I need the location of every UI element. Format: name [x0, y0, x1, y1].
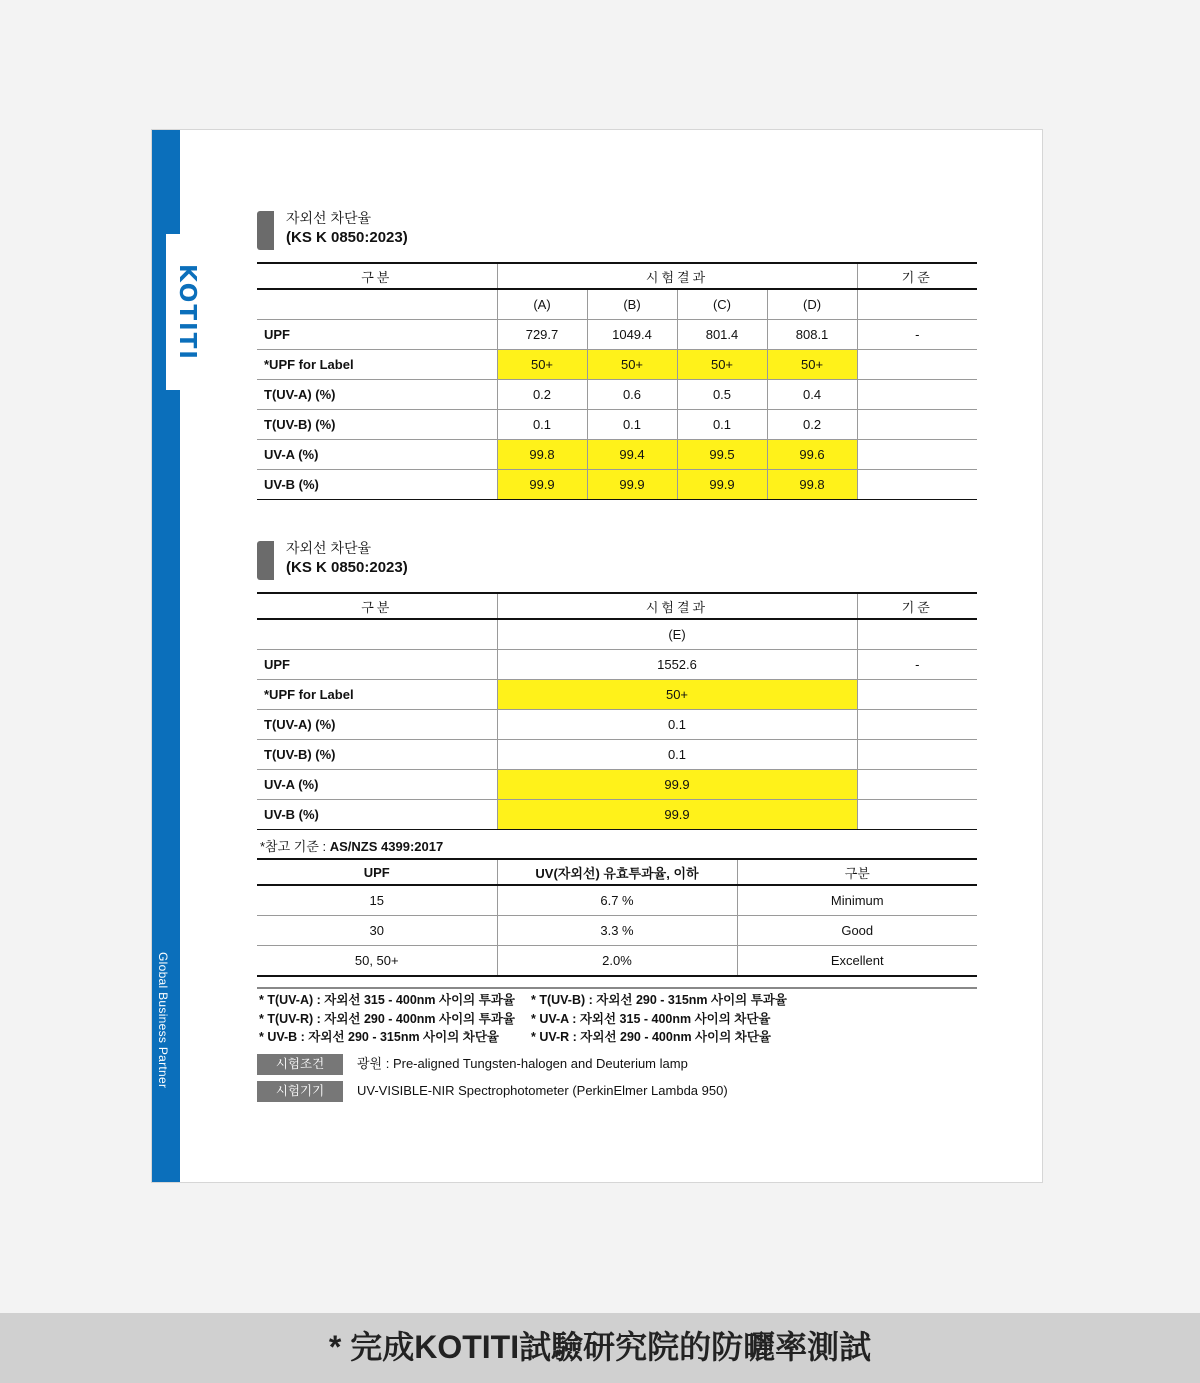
table-row: [257, 650, 977, 680]
definitions-notes: [259, 991, 787, 1047]
criterion-cell: -: [857, 650, 977, 680]
blank-cell: [257, 289, 497, 320]
table-row: [257, 740, 977, 770]
test-condition-text: 광원 : Pre-aligned Tungsten-halogen and Deuterium lamp: [357, 1056, 688, 1071]
reference-cell: 2.0%: [497, 946, 737, 977]
row-label: UV-B (%): [257, 800, 497, 830]
test-condition: [257, 1053, 688, 1075]
test-instrument-tag: 시험기기: [257, 1081, 343, 1102]
section1-title: 자외선 차단율: [286, 210, 372, 226]
section-marker-icon: [257, 541, 274, 580]
divider: [257, 987, 977, 989]
result-cell: 808.1: [767, 320, 857, 350]
table-row: [257, 680, 977, 710]
ref-header-upf: UPF: [257, 859, 497, 885]
note-row: * UV-B : 자외선 290 - 315nm 사이의 차단율 * UV-R : 자외선 290 - 400nm 사이의 차단율: [259, 1030, 771, 1044]
ref-header-grade: 구분: [737, 859, 977, 885]
result-cell: 0.1: [497, 710, 857, 740]
table-row: [257, 800, 977, 830]
kotiti-logo: KOTITI: [174, 264, 200, 361]
result-cell: 99.9: [677, 470, 767, 500]
header-results: 시험결과: [497, 263, 857, 289]
sample-label: (E): [497, 619, 857, 650]
criterion-cell: [857, 770, 977, 800]
row-label: *UPF for Label: [257, 350, 497, 380]
row-label: T(UV-B) (%): [257, 410, 497, 440]
table-row: [257, 320, 977, 350]
row-label: T(UV-A) (%): [257, 380, 497, 410]
result-cell: 99.4: [587, 440, 677, 470]
result-cell: 0.1: [587, 410, 677, 440]
result-cell: 99.9: [497, 470, 587, 500]
result-cell: 99.8: [767, 470, 857, 500]
header-category: 구분: [257, 263, 497, 289]
row-label: UPF: [257, 320, 497, 350]
result-cell: 50+: [587, 350, 677, 380]
row-label: T(UV-B) (%): [257, 740, 497, 770]
result-cell: 0.1: [497, 740, 857, 770]
table-row: [257, 470, 977, 500]
sample-label-row: [257, 289, 977, 320]
report-sheet: [151, 129, 1043, 1183]
footer-caption: * 完成KOTITI試驗研究院的防曬率測試: [0, 1313, 1200, 1383]
test-instrument-text: UV-VISIBLE-NIR Spectrophotometer (PerkinElmer Lambda 950): [357, 1083, 728, 1098]
criterion-cell: [857, 440, 977, 470]
result-cell: 0.2: [497, 380, 587, 410]
results-table-2: [257, 592, 977, 830]
criterion-cell: [857, 410, 977, 440]
table-row: [257, 350, 977, 380]
result-cell: 0.2: [767, 410, 857, 440]
reference-standard: AS/NZS 4399:2017: [329, 839, 444, 854]
result-cell: 801.4: [677, 320, 767, 350]
sample-label: (B): [587, 289, 677, 320]
result-cell: 1049.4: [587, 320, 677, 350]
result-cell: 99.5: [677, 440, 767, 470]
criterion-cell: [857, 470, 977, 500]
result-cell: 50+: [677, 350, 767, 380]
criterion-cell: [857, 710, 977, 740]
criterion-cell: [857, 800, 977, 830]
header-criterion: 기준: [857, 263, 977, 289]
reference-row: [257, 916, 977, 946]
result-cell: 0.1: [497, 410, 587, 440]
test-condition-tag: 시험조건: [257, 1054, 343, 1075]
section1-standard: (KS K 0850:2023): [286, 229, 408, 246]
criterion-cell: [857, 680, 977, 710]
result-cell: 99.9: [497, 770, 857, 800]
sample-label: (C): [677, 289, 767, 320]
table-row: [257, 710, 977, 740]
section-marker-icon: [257, 211, 274, 250]
header-category: 구분: [257, 593, 497, 619]
blank-cell: [257, 619, 497, 650]
sample-label: (A): [497, 289, 587, 320]
table-row: [257, 440, 977, 470]
section2-title: 자외선 차단율: [286, 540, 372, 556]
result-cell: 50+: [497, 680, 857, 710]
result-cell: 99.6: [767, 440, 857, 470]
criterion-cell: [857, 350, 977, 380]
result-cell: 99.9: [587, 470, 677, 500]
row-label: *UPF for Label: [257, 680, 497, 710]
reference-cell: 30: [257, 916, 497, 946]
reference-cell: Minimum: [737, 885, 977, 916]
row-label: UV-A (%): [257, 770, 497, 800]
reference-prefix: *참고 기준 :: [260, 839, 330, 854]
reference-cell: Good: [737, 916, 977, 946]
table-row: [257, 380, 977, 410]
result-cell: 50+: [767, 350, 857, 380]
results-table-1: [257, 262, 977, 500]
result-cell: 0.5: [677, 380, 767, 410]
result-cell: 0.4: [767, 380, 857, 410]
reference-table: [257, 858, 977, 977]
result-cell: 729.7: [497, 320, 587, 350]
row-label: UV-A (%): [257, 440, 497, 470]
reference-cell: 6.7 %: [497, 885, 737, 916]
reference-cell: Excellent: [737, 946, 977, 977]
reference-row: [257, 946, 977, 977]
result-cell: 0.6: [587, 380, 677, 410]
reference-cell: 15: [257, 885, 497, 916]
result-cell: 0.1: [677, 410, 767, 440]
table-row: [257, 410, 977, 440]
criterion-cell: [857, 380, 977, 410]
result-cell: 99.9: [497, 800, 857, 830]
criterion-cell: [857, 740, 977, 770]
header-criterion: 기준: [857, 593, 977, 619]
blank-cell: [857, 289, 977, 320]
sample-label-row: [257, 619, 977, 650]
blank-cell: [857, 619, 977, 650]
note-row: * T(UV-A) : 자외선 315 - 400nm 사이의 투과율 * T(UV-B) : 자외선 290 - 315nm 사이의 투과율: [259, 993, 787, 1007]
reference-cell: 3.3 %: [497, 916, 737, 946]
section2-standard: (KS K 0850:2023): [286, 559, 408, 576]
note-row: * T(UV-R) : 자외선 290 - 400nm 사이의 투과율 * UV-A : 자외선 315 - 400nm 사이의 차단율: [259, 1011, 771, 1026]
row-label: UV-B (%): [257, 470, 497, 500]
ref-header-transmittance: UV(자외선) 유효투과율, 이하: [497, 859, 737, 885]
row-label: T(UV-A) (%): [257, 710, 497, 740]
result-cell: 99.8: [497, 440, 587, 470]
brand-tagline: Global Business Partner: [156, 952, 170, 1089]
row-label: UPF: [257, 650, 497, 680]
criterion-cell: -: [857, 320, 977, 350]
header-results: 시험결과: [497, 593, 857, 619]
result-cell: 50+: [497, 350, 587, 380]
sample-label: (D): [767, 289, 857, 320]
reference-label: [260, 836, 443, 855]
table-row: [257, 770, 977, 800]
result-cell: 1552.6: [497, 650, 857, 680]
test-instrument: [257, 1081, 728, 1102]
reference-row: [257, 885, 977, 916]
reference-cell: 50, 50+: [257, 946, 497, 977]
